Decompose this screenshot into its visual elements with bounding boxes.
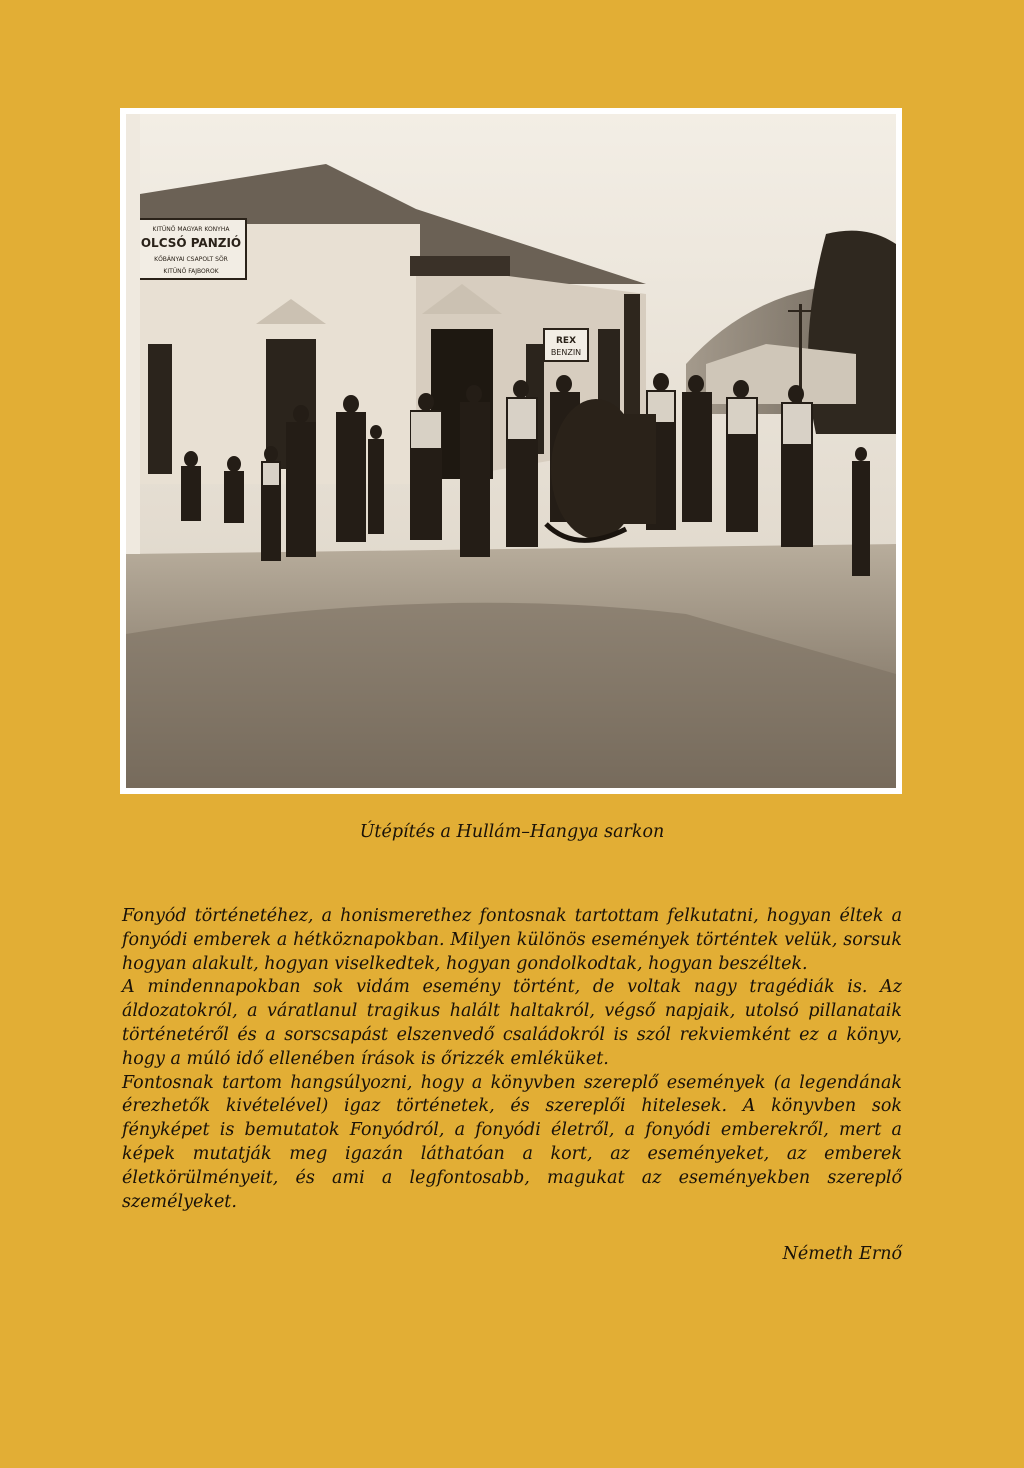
photo-caption: Útépítés a Hullám–Hangya sarkon (359, 822, 665, 842)
panzio-sign-line-1: KITŰNŐ MAGYAR KONYHA (152, 226, 230, 233)
panzio-sign-line-3: KŐBÁNYAI CSAPOLT SÖR (154, 256, 228, 263)
rex-sign-line-1: REX (555, 336, 577, 346)
paragraph: A mindennapokban sok vidám esemény történt, de voltak nagy tragédiák is. Az áldozatokról, a váratlanul tragikus halált haltakról, végső napjaik, utolsó pillanataik történetéről és a sorscsapást elszenvedő családokról is szól rekviemként ez a könyv, hogy a múló idő ellenében írások is őrizzék emléküket. (122, 977, 902, 1069)
author-signature: Németh Ernő (782, 1244, 902, 1264)
panzio-sign-line-2: OLCSÓ PANZIÓ (140, 236, 242, 250)
panzio-sign-line-4: KITŰNŐ FAJBOROK (163, 268, 219, 275)
rex-sign-line-2: BENZIN (550, 348, 582, 357)
body-text (122, 905, 902, 1214)
paragraph: Fontosnak tartom hangsúlyozni, hogy a könyvben szereplő események (a legendának érezhetők kivételével) igaz történetek, és szereplői hitelesek. A könyvben sok fényképet is bemutatok Fonyódról, a fonyódi életről, a fonyódi emberekről, mert a képek mutatják meg igazán láthatóan a kort, az eseményeket, az emberek életkörülményeit, és ami a legfontosabb, magukat az eseményekben szereplő személyeket. (122, 1072, 902, 1212)
paragraph: Fonyód történetéhez, a honismerethez fontosnak tartottam felkutatni, hogyan éltek a fonyódi emberek a hétköznapokban. Milyen különös események történtek velük, sorsuk hogyan alakult, hogyan viselkedtek, hogyan gondolkodtak, hogyan beszéltek. (122, 906, 902, 974)
historic-photo-frame (120, 108, 902, 794)
road-construction-photo (126, 114, 896, 788)
